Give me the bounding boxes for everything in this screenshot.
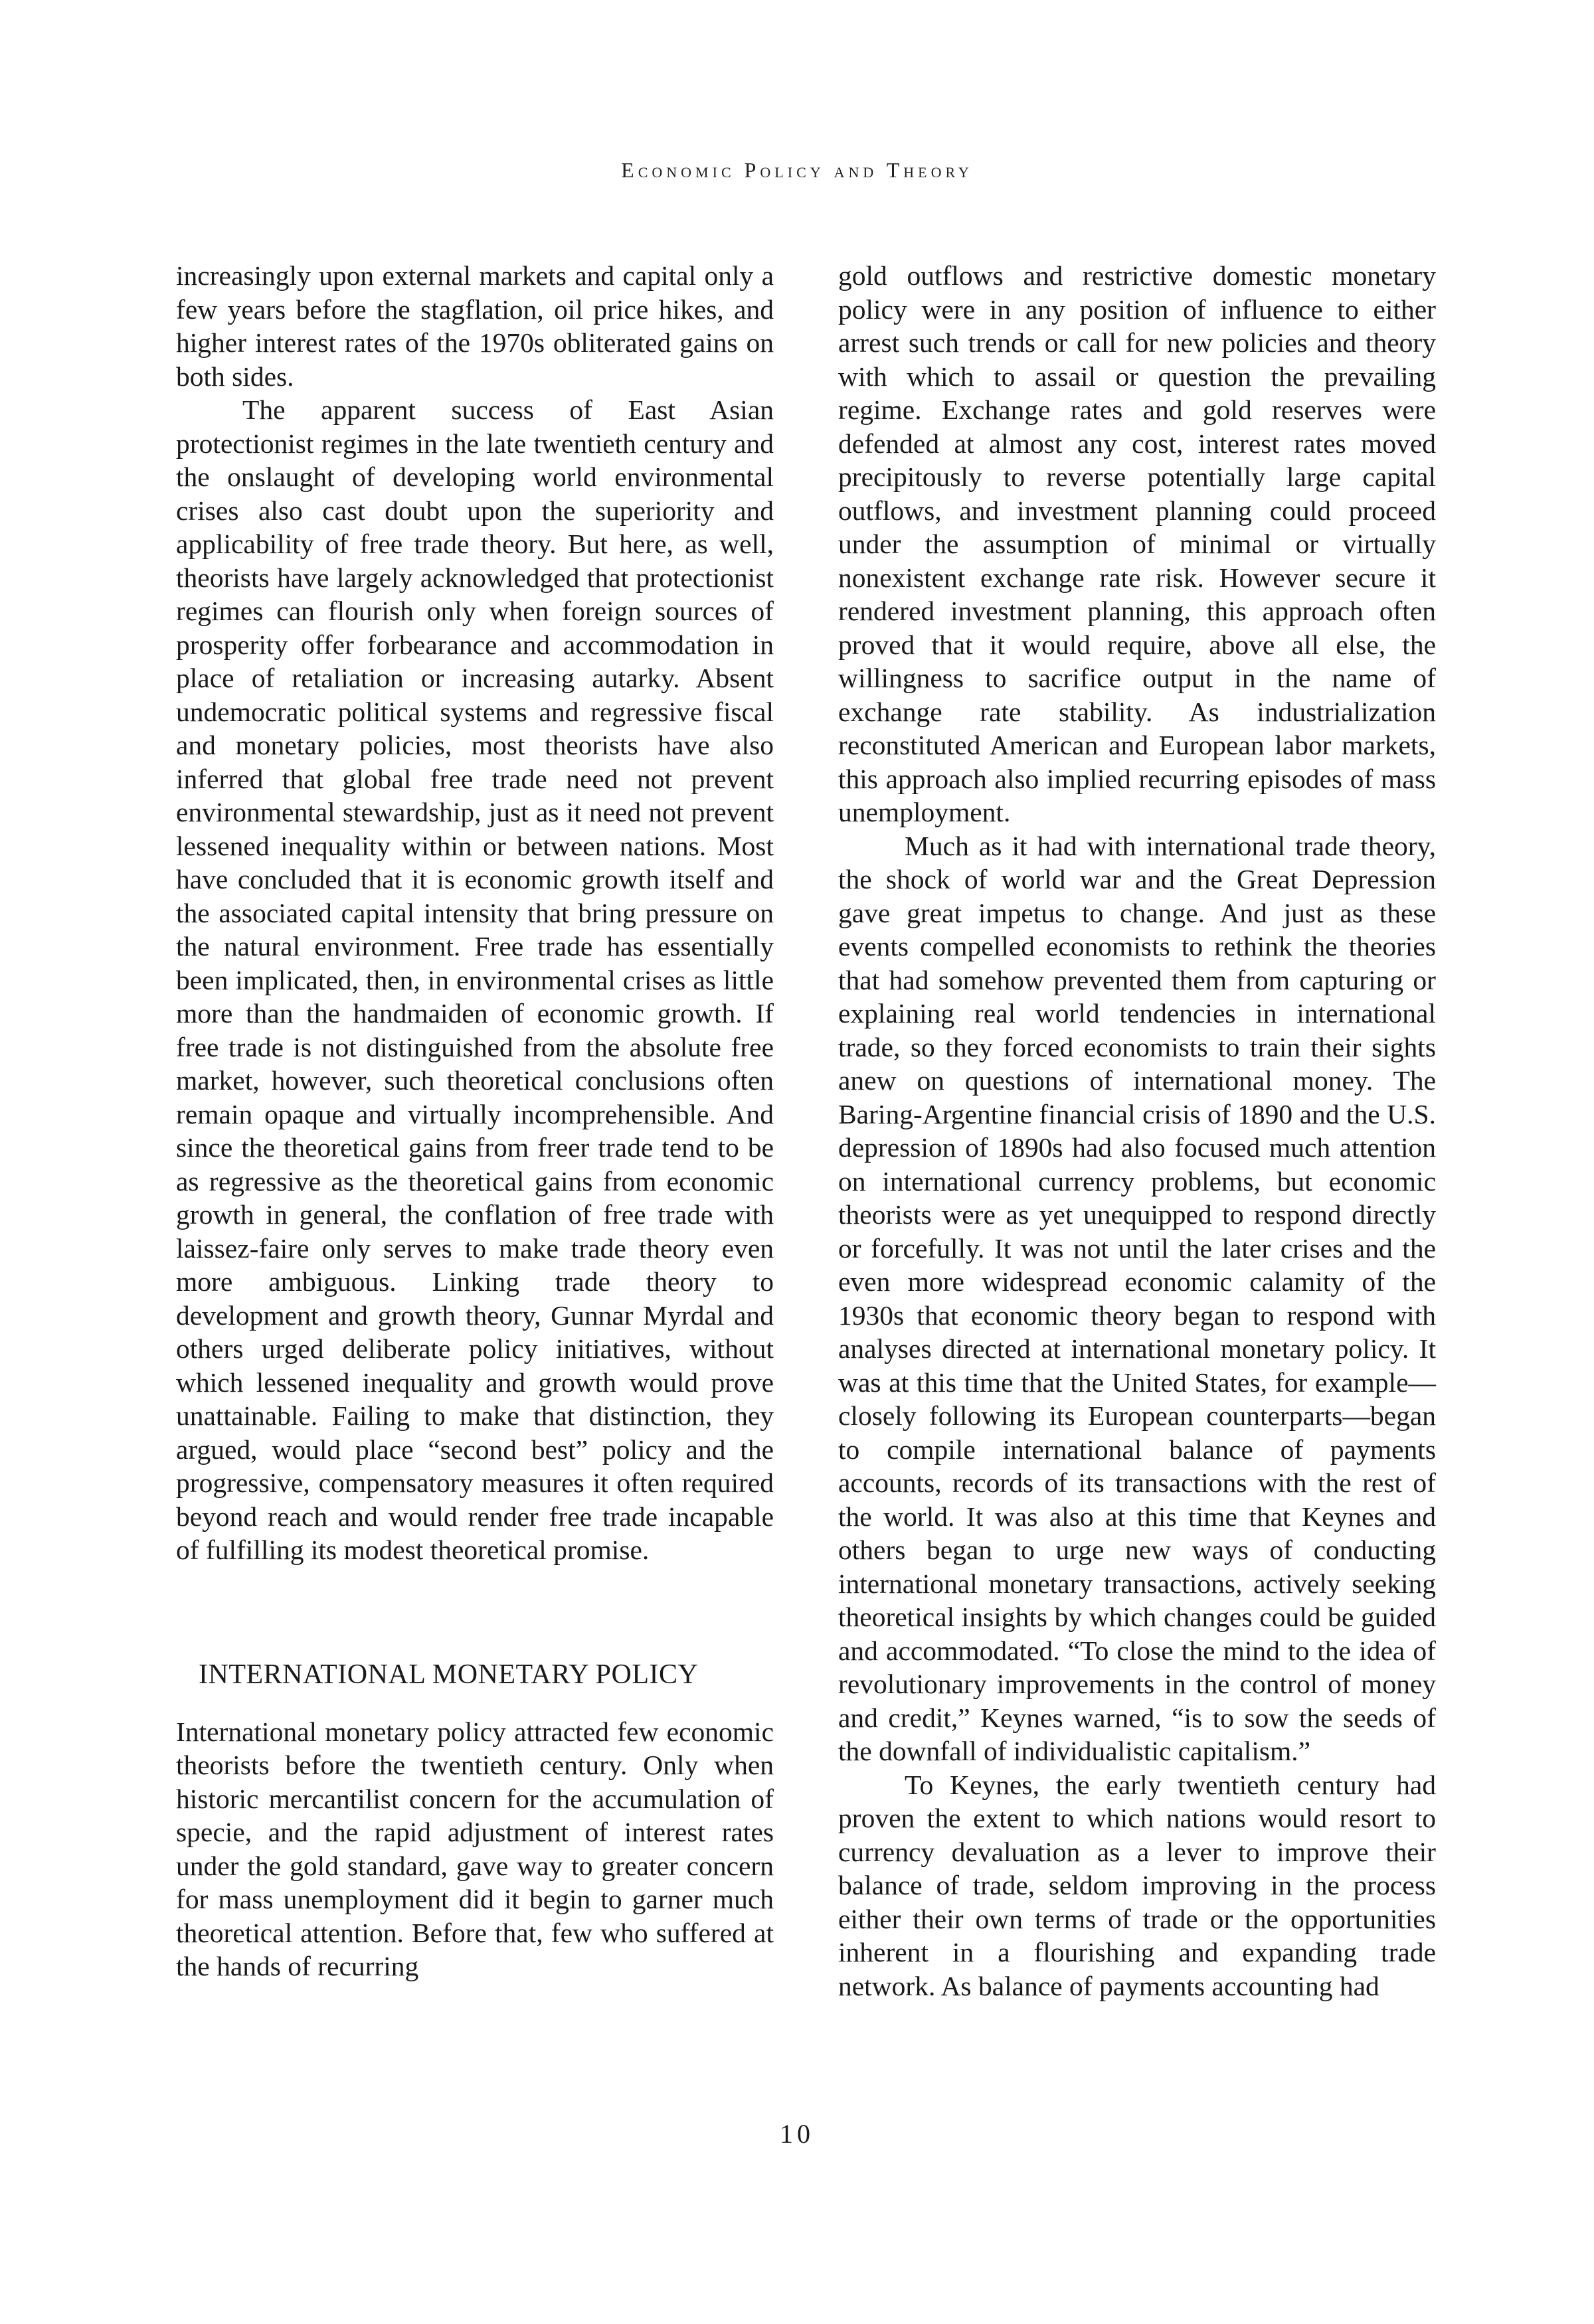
page-number: 10 bbox=[780, 2119, 814, 2149]
paragraph: To Keynes, the early twentieth century had proven the extent to which nations would resort to currency devaluation as a lever to improve their balance of trade, seldom improving in the process either their own terms of trade or the opportunities inherent in a flourishing and expanding trade network. As balance of payments accounting had bbox=[838, 1769, 1436, 2001]
section-heading: INTERNATIONAL MONETARY POLICY bbox=[199, 1659, 699, 1690]
paragraph: Much as it had with international trade theory, the shock of world war and the Great Depression gave great impetus to change. And just as these events compelled economists to rethink the theories that had somehow prevented them from capturing or explaining real world tendencies in international trade, so they forced economists to train their sights anew on questions of international money. The Baring-Argentine financial crisis of 1890 and the U.S. depression of 1890s had also focused much attention on international currency problems, but economic theorists were as yet unequipped to respond directly or forcefully. It was not until the later crises and the even more widespread economic calamity of the 1930s that economic theory began to respond with analyses directed at international monetary policy. It was at this time that the United States, for example—closely following its European counterparts—began to compile international balance of payments accounts, records of its transactions with the rest of the world. It was also at this time that Keynes and others began to urge new ways of conducting international monetary transactions, actively seeking theoretical insights by which changes could be guided and accommodated. “To close the mind to the idea of revolutionary improvements in the control of money and credit,” Keynes warned, “is to sow the seeds of the downfall of individualistic capitalism.” bbox=[838, 830, 1436, 1766]
left-column bbox=[176, 259, 774, 1983]
running-head: Economic Policy and Theory bbox=[621, 158, 973, 182]
paragraph: increasingly upon external markets and capital only a few years before the stagflation, oil price hikes, and higher interest rates of the 1970s obliterated gains on both sides. bbox=[176, 260, 774, 392]
paragraph: gold outflows and restrictive domestic monetary policy were in any position of influence to either arrest such trends or call for new policies and theory with which to assail or question the prevailing regime. Exchange rates and gold reserves were defended at almost any cost, interest rates moved precipitously to reverse potentially large capital outflows, and investment planning could proceed under the assumption of minimal or virtually nonexistent exchange rate risk. However secure it rendered investment planning, this approach often proved that it would require, above all else, the willingness to sacrifice output in the name of exchange rate stability. As industrialization reconstituted American and European labor markets, this approach also implied recurring episodes of mass unemployment. bbox=[838, 260, 1436, 827]
right-column bbox=[838, 259, 1436, 2003]
paragraph: The apparent success of East Asian protectionist regimes in the late twentieth century and the onslaught of developing world environmental crises also cast doubt upon the superiority and applicability of free trade theory. But here, as well, theorists have largely acknowledged that protectionist regimes can flourish only when foreign sources of prosperity offer forbearance and accommodation in place of retaliation or increasing autarky. Absent undemocratic political systems and regressive fiscal and monetary policies, most theorists have also inferred that global free trade need not prevent environmental stewardship, just as it need not prevent lessened inequality within or between nations. Most have concluded that it is economic growth itself and the associated capital intensity that bring pressure on the natural environment. Free trade has essentially been implicated, then, in environmental crises as little more than the handmaiden of economic growth. If free trade is not distinguished from the absolute free market, however, such theoretical conclusions often remain opaque and virtually incomprehensible. And since the theoretical gains from freer trade tend to be as regressive as the theoretical gains from economic growth in general, the conflation of free trade with laissez-faire only serves to make trade theory even more ambiguous. Linking trade theory to development and growth theory, Gunnar Myrdal and others urged deliberate policy initiatives, without which lessened inequality and growth would prove unattainable. Failing to make that distinction, they argued, would place “second best” policy and the progressive, compensatory measures it often required beyond reach and would render free trade incapable of fulfilling its modest theoretical promise. bbox=[176, 394, 774, 1565]
paragraph: International monetary policy attracted few economic theorists before the twentieth century. Only when historic mercantilist concern for the accumulation of specie, and the rapid adjustment of interest rates under the gold standard, gave way to greater concern for mass unemployment did it begin to garner much theoretical attention. Before that, few who suffered at the hands of recurring bbox=[176, 1716, 774, 1981]
